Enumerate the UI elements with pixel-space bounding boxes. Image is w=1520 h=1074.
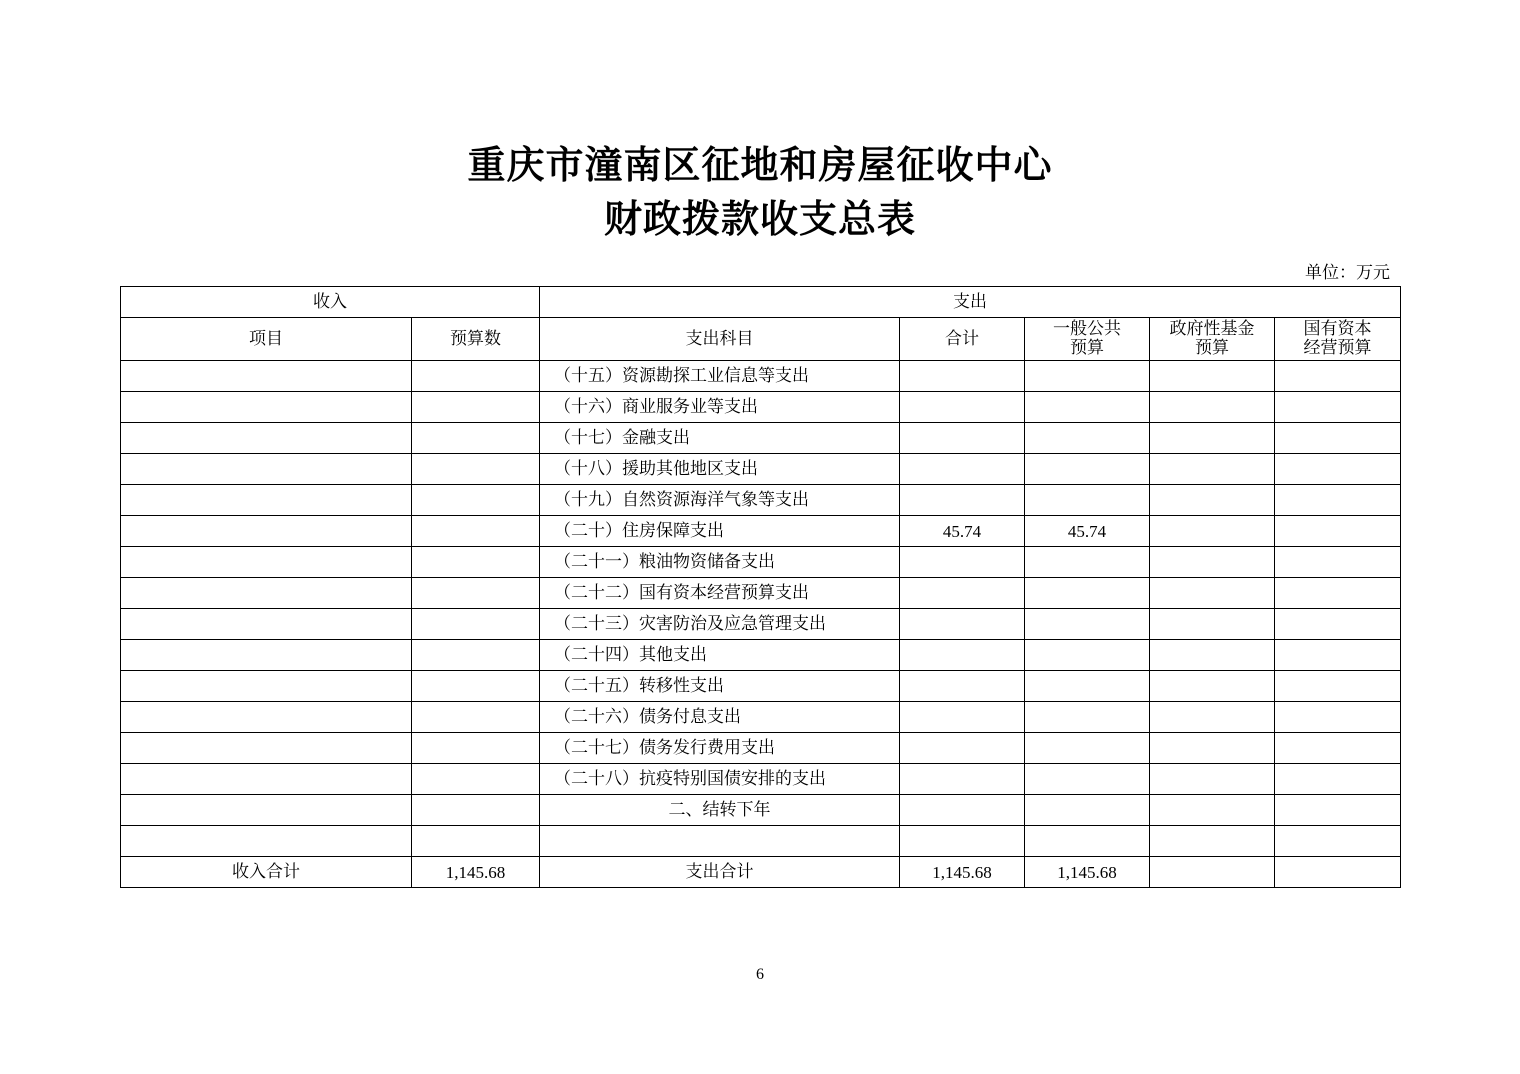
- item-cell: [121, 640, 412, 671]
- general-cell: [1025, 392, 1150, 423]
- total-cell: [900, 826, 1025, 857]
- item-cell: [121, 609, 412, 640]
- budget-cell: [412, 609, 540, 640]
- capital-total-value: [1275, 857, 1401, 888]
- budget-cell: [412, 795, 540, 826]
- fund-cell: [1150, 392, 1275, 423]
- item-cell: [121, 764, 412, 795]
- budget-cell: [412, 764, 540, 795]
- subject-cell: 二、结转下年: [540, 795, 900, 826]
- page-number: 6: [756, 966, 764, 983]
- fund-total-value: [1150, 857, 1275, 888]
- budget-cell: [412, 485, 540, 516]
- capital-cell: [1275, 609, 1401, 640]
- capital-cell: [1275, 671, 1401, 702]
- fund-cell: [1150, 423, 1275, 454]
- budget-cell: [412, 516, 540, 547]
- budget-cell: [412, 640, 540, 671]
- general-cell: [1025, 826, 1150, 857]
- total-cell: [900, 547, 1025, 578]
- subject-cell: （二十六）债务付息支出: [540, 702, 900, 733]
- budget-cell: [412, 361, 540, 392]
- fund-cell: [1150, 795, 1275, 826]
- total-header: 合计: [900, 318, 1025, 361]
- item-header: 项目: [121, 318, 412, 361]
- unit-label: 单位：万元: [1305, 263, 1390, 283]
- fund-cell: [1150, 454, 1275, 485]
- general-cell: [1025, 733, 1150, 764]
- subject-cell: [540, 826, 900, 857]
- fund-cell: [1150, 702, 1275, 733]
- item-cell: [121, 392, 412, 423]
- table-row: [121, 578, 1401, 609]
- fund-cell: [1150, 671, 1275, 702]
- subject-cell: （十九）自然资源海洋气象等支出: [540, 485, 900, 516]
- totals-row: [121, 857, 1401, 888]
- subject-cell: （二十五）转移性支出: [540, 671, 900, 702]
- income-header: 收入: [121, 287, 540, 318]
- table-row: [121, 826, 1401, 857]
- general-public-budget-header: 一般公共 预算: [1025, 318, 1150, 361]
- total-cell: 45.74: [900, 516, 1025, 547]
- fund-cell: [1150, 826, 1275, 857]
- subject-cell: （二十八）抗疫特别国债安排的支出: [540, 764, 900, 795]
- capital-cell: [1275, 516, 1401, 547]
- total-cell: [900, 485, 1025, 516]
- budget-cell: [412, 578, 540, 609]
- item-cell: [121, 578, 412, 609]
- total-cell: [900, 671, 1025, 702]
- total-cell: [900, 454, 1025, 485]
- capital-cell: [1275, 361, 1401, 392]
- general-cell: [1025, 454, 1150, 485]
- total-cell: [900, 423, 1025, 454]
- total-cell: [900, 392, 1025, 423]
- capital-cell: [1275, 578, 1401, 609]
- general-cell: [1025, 578, 1150, 609]
- capital-cell: [1275, 640, 1401, 671]
- capital-cell: [1275, 702, 1401, 733]
- table-row: [121, 702, 1401, 733]
- budget-cell: [412, 423, 540, 454]
- state-capital-budget-header: 国有资本 经营预算: [1275, 318, 1401, 361]
- header-row-1: [121, 287, 1401, 318]
- fund-cell: [1150, 764, 1275, 795]
- income-total-label: 收入合计: [121, 857, 412, 888]
- subject-cell: （十六）商业服务业等支出: [540, 392, 900, 423]
- item-cell: [121, 516, 412, 547]
- budget-cell: [412, 826, 540, 857]
- general-cell: [1025, 640, 1150, 671]
- general-cell: [1025, 702, 1150, 733]
- capital-cell: [1275, 454, 1401, 485]
- total-cell: [900, 578, 1025, 609]
- fund-cell: [1150, 733, 1275, 764]
- expenditure-total-value: 1,145.68: [900, 857, 1025, 888]
- table-row: [121, 361, 1401, 392]
- budget-cell: [412, 671, 540, 702]
- capital-cell: [1275, 795, 1401, 826]
- item-cell: [121, 795, 412, 826]
- budget-cell: [412, 702, 540, 733]
- general-cell: [1025, 671, 1150, 702]
- table-row: [121, 423, 1401, 454]
- budget-cell: [412, 392, 540, 423]
- fund-cell: [1150, 609, 1275, 640]
- subject-cell: （二十）住房保障支出: [540, 516, 900, 547]
- budget-cell: [412, 733, 540, 764]
- item-cell: [121, 454, 412, 485]
- capital-cell: [1275, 764, 1401, 795]
- gov-fund-budget-header: 政府性基金 预算: [1150, 318, 1275, 361]
- table-row: [121, 671, 1401, 702]
- expenditure-total-label: 支出合计: [540, 857, 900, 888]
- item-cell: [121, 733, 412, 764]
- item-cell: [121, 547, 412, 578]
- budget-header: 预算数: [412, 318, 540, 361]
- table-row: [121, 640, 1401, 671]
- capital-cell: [1275, 392, 1401, 423]
- total-cell: [900, 764, 1025, 795]
- capital-cell: [1275, 733, 1401, 764]
- budget-cell: [412, 454, 540, 485]
- subject-cell: （十八）援助其他地区支出: [540, 454, 900, 485]
- fund-cell: [1150, 547, 1275, 578]
- subject-cell: （二十七）债务发行费用支出: [540, 733, 900, 764]
- table-row: [121, 733, 1401, 764]
- fund-cell: [1150, 485, 1275, 516]
- table-row: [121, 795, 1401, 826]
- budget-table: [120, 286, 1401, 888]
- document-title-line1: 重庆市潼南区征地和房屋征收中心: [467, 142, 1053, 187]
- capital-cell: [1275, 826, 1401, 857]
- item-cell: [121, 361, 412, 392]
- item-cell: [121, 702, 412, 733]
- capital-cell: [1275, 485, 1401, 516]
- table-row: [121, 485, 1401, 516]
- income-total-value: 1,145.68: [412, 857, 540, 888]
- subject-cell: （二十三）灾害防治及应急管理支出: [540, 609, 900, 640]
- subject-cell: （二十四）其他支出: [540, 640, 900, 671]
- table-row: [121, 547, 1401, 578]
- table-row: [121, 454, 1401, 485]
- fund-cell: [1150, 361, 1275, 392]
- total-cell: [900, 795, 1025, 826]
- general-cell: [1025, 764, 1150, 795]
- fund-cell: [1150, 640, 1275, 671]
- general-cell: [1025, 795, 1150, 826]
- general-cell: 45.74: [1025, 516, 1150, 547]
- item-cell: [121, 671, 412, 702]
- budget-cell: [412, 547, 540, 578]
- subject-cell: （十七）金融支出: [540, 423, 900, 454]
- subject-header: 支出科目: [540, 318, 900, 361]
- subject-cell: （二十二）国有资本经营预算支出: [540, 578, 900, 609]
- total-cell: [900, 702, 1025, 733]
- general-cell: [1025, 485, 1150, 516]
- general-total-value: 1,145.68: [1025, 857, 1150, 888]
- capital-cell: [1275, 547, 1401, 578]
- general-cell: [1025, 361, 1150, 392]
- item-cell: [121, 826, 412, 857]
- table-row: [121, 392, 1401, 423]
- table-row: [121, 609, 1401, 640]
- header-row-2: [121, 318, 1401, 361]
- fund-cell: [1150, 516, 1275, 547]
- total-cell: [900, 361, 1025, 392]
- expenditure-header: 支出: [540, 287, 1401, 318]
- item-cell: [121, 423, 412, 454]
- subject-cell: （十五）资源勘探工业信息等支出: [540, 361, 900, 392]
- total-cell: [900, 640, 1025, 671]
- fund-cell: [1150, 578, 1275, 609]
- total-cell: [900, 733, 1025, 764]
- document-title-line2: 财政拨款收支总表: [603, 196, 916, 241]
- total-cell: [900, 609, 1025, 640]
- general-cell: [1025, 547, 1150, 578]
- capital-cell: [1275, 423, 1401, 454]
- general-cell: [1025, 609, 1150, 640]
- table-row: [121, 516, 1401, 547]
- item-cell: [121, 485, 412, 516]
- subject-cell: （二十一）粮油物资储备支出: [540, 547, 900, 578]
- table-row: [121, 764, 1401, 795]
- general-cell: [1025, 423, 1150, 454]
